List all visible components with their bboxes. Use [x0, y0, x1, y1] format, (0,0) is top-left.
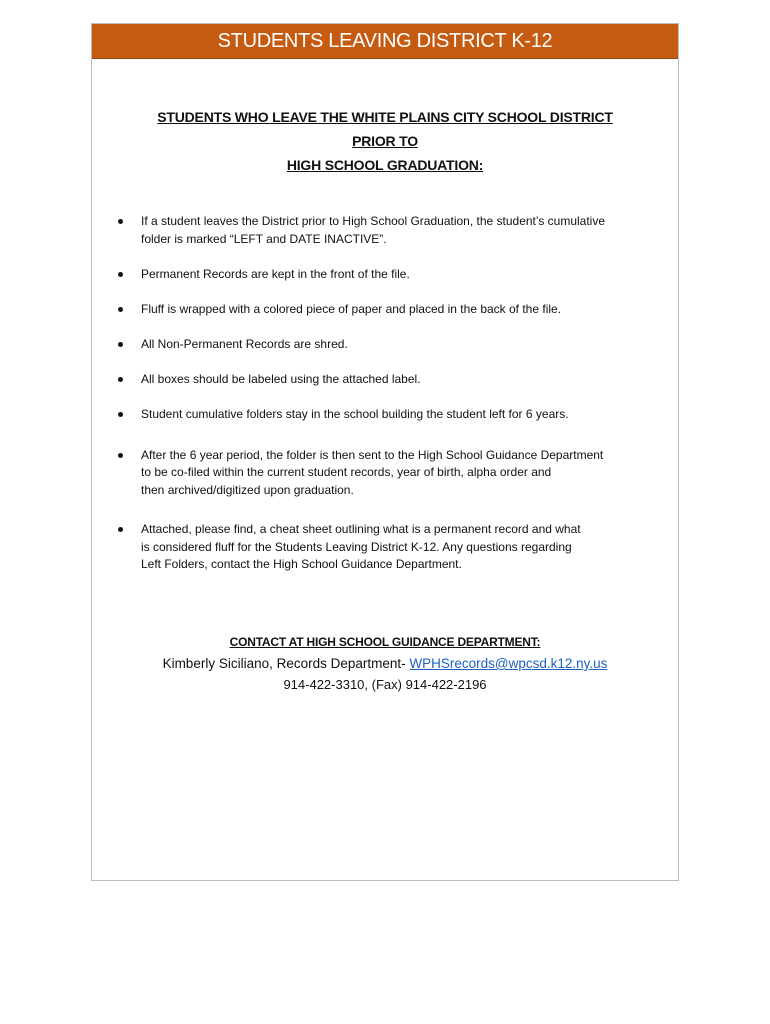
list-item — [113, 406, 643, 424]
document-heading — [92, 105, 678, 177]
list-item — [113, 336, 643, 354]
banner-title: STUDENTS LEAVING DISTRICT K-12 — [217, 29, 553, 52]
document-frame — [91, 23, 679, 881]
list-item — [113, 213, 643, 248]
bullet-icon — [118, 272, 123, 277]
list-item — [113, 371, 643, 389]
email-link[interactable]: WPHSrecords@wpcsd.k12.ny.us — [409, 656, 608, 671]
bullet-icon — [118, 377, 123, 382]
list-item — [113, 447, 643, 500]
list-item-text: Permanent Records are kept in the front of the file. — [141, 267, 410, 281]
list-item — [113, 301, 643, 319]
title-banner — [92, 24, 678, 59]
list-item-text: All boxes should be labeled using the attached label. — [141, 371, 421, 386]
list-item — [113, 266, 643, 284]
contact-name-line — [92, 653, 678, 675]
bullet-icon — [118, 219, 123, 224]
list-item-text: If a student leaves the District prior to High School Graduation, the student’s cumulative folder is marked “LEFT and DATE INACTIVE”. — [141, 214, 606, 246]
heading-line-1: STUDENTS WHO LEAVE THE WHITE PLAINS CITY SCHOOL DISTRICT — [157, 109, 613, 125]
contact-section — [92, 633, 678, 695]
bullet-icon — [118, 412, 123, 417]
contact-phone: 914-422-3310, (Fax) 914-422-2196 — [283, 677, 487, 692]
heading-line-2: PRIOR TO — [352, 133, 418, 149]
contact-name: Kimberly Siciliano, Records Department- — [162, 656, 410, 671]
contact-heading: CONTACT AT HIGH SCHOOL GUIDANCE DEPARTMENT: — [229, 635, 541, 649]
list-item-text: Attached, please find, a cheat sheet outlining what is a permanent record and what is considered fluff for the Students Leaving District K-12. Any questions regarding Left Folders, contact the High School Guidance Department. — [141, 522, 581, 571]
bullet-icon — [118, 307, 123, 312]
bullet-icon — [118, 527, 123, 532]
bullet-icon — [118, 453, 123, 458]
list-item-text: Student cumulative folders stay in the school building the student left for 6 years. — [141, 407, 569, 421]
heading-line-3: HIGH SCHOOL GRADUATION: — [286, 157, 484, 173]
list-item-text: After the 6 year period, the folder is then sent to the High School Guidance Department to be co-filed within the current student records, year of birth, alpha order and then archived/digitized upon graduation. — [141, 447, 604, 497]
instruction-list — [113, 213, 643, 574]
list-item-text: All Non-Permanent Records are shred. — [141, 337, 348, 351]
bullet-icon — [118, 342, 123, 347]
list-item-text: Fluff is wrapped with a colored piece of paper and placed in the back of the file. — [141, 301, 562, 316]
list-item — [113, 521, 643, 574]
